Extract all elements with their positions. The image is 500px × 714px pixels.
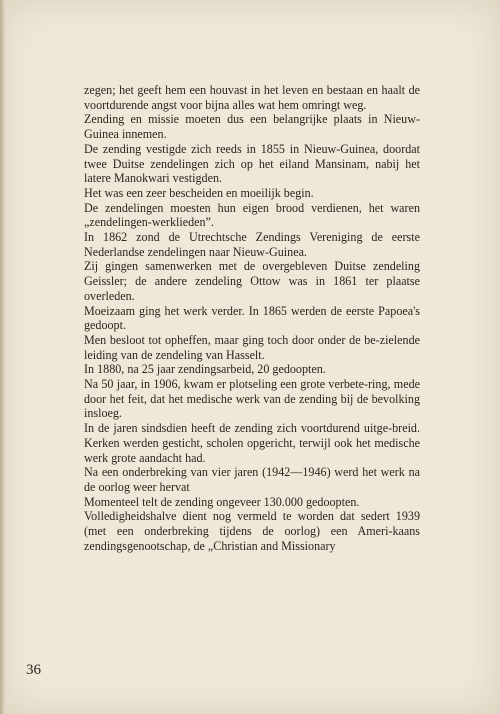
paragraph-1: zegen; het geeft hem een houvast in het leven en bestaan en haalt de voortdurende angst voor bijna alles wat hem omringt weg.: [84, 83, 420, 112]
paragraph-13: Na een onderbreking van vier jaren (1942—1946) werd het werk na de oorlog weer hervat: [84, 465, 420, 494]
paragraph-15: Volledigheidshalve dient nog vermeld te worden dat sedert 1939 (met een onderbreking tijdens de oorlog) een Ameri-kaans zendingsgenootschap, de „Christian and Missionary: [84, 509, 420, 553]
paragraph-2: Zending en missie moeten dus een belangrijke plaats in Nieuw-Guinea innemen.: [84, 112, 420, 142]
page-binding-edge: [0, 0, 6, 714]
paragraph-7: Zij gingen samenwerken met de overgebleven Duitse zendeling Geissler; de andere zendeling Ottow was in 1861 ter plaatse overleden.: [84, 259, 420, 303]
paragraph-12: In de jaren sindsdien heeft de zending zich voortdurend uitge-breid. Kerken werden gesticht, scholen opgericht, terwijl ook het medische werk grote aandacht had.: [84, 421, 420, 465]
paragraph-10: In 1880, na 25 jaar zendingsarbeid, 20 gedoopten.: [84, 362, 326, 377]
paragraph-14: Momenteel telt de zending ongeveer 130.000 gedoopten.: [84, 494, 360, 509]
paragraph-3: De zending vestigde zich reeds in 1855 in Nieuw-Guinea, doordat twee Duitse zendelingen zich op het eiland Mansinam, nabij het latere Manokwari vestigden.: [84, 141, 420, 186]
paragraph-4: Het was een zeer bescheiden en moeilijk begin.: [84, 185, 314, 200]
paragraph-6: In 1862 zond de Utrechtsche Zendings Vereniging de eerste Nederlandse zendelingen naar Nieuw-Guinea.: [84, 230, 420, 259]
paragraph-9: Men besloot tot opheffen, maar ging toch door onder de be-zielende leiding van de zendeling van Hasselt.: [84, 332, 420, 362]
paragraph-5: De zendelingen moesten hun eigen brood verdienen, het waren „zendelingen-werklieden”.: [84, 200, 420, 230]
body-text: [84, 83, 420, 554]
paragraph-11: Na 50 jaar, in 1906, kwam er plotseling een grote verbete-ring, mede door het feit, dat het medische werk van de zending bij de bevolking insloeg.: [84, 377, 420, 421]
page-number: 36: [26, 662, 41, 678]
paragraph-8: Moeizaam ging het werk verder. In 1865 werden de eerste Papoea's gedoopt.: [84, 303, 420, 333]
